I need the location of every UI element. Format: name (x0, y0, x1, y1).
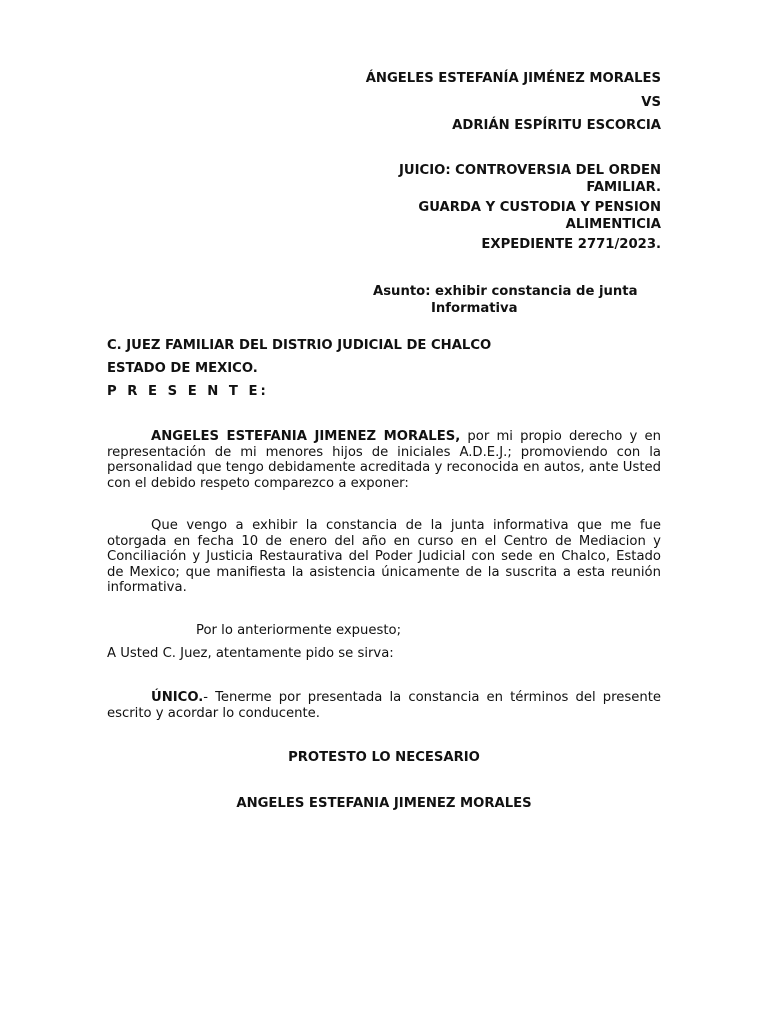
paragraph-intro-text: por mi propio derecho y en representación de mi menores hijos de iniciales A.D.E.J.; promoviendo con la personalidad que tengo debidamente acreditada y reconocida en autos, ante Usted con el debido respeto comparezco a exponer: (107, 429, 661, 491)
unico-text: - Tenerme por presentada la constancia en términos del presente escrito y acordar lo conducente. (107, 690, 661, 721)
addressee-line-2: ESTADO DE MEXICO. (107, 361, 258, 376)
asunto-block (373, 283, 663, 317)
protesto-line: PROTESTO LO NECESARIO (288, 750, 480, 765)
guarda-line-2: ALIMENTICIA (565, 217, 661, 232)
asunto-line-1: Asunto: exhibir constancia de junta (373, 284, 638, 299)
juicio-line-2: FAMILIAR. (586, 180, 661, 195)
asunto-line-2: Informativa (431, 301, 518, 316)
promovente-name: ANGELES ESTEFANIA JIMENEZ MORALES, (151, 429, 461, 444)
expediente-number: EXPEDIENTE 2771/2023. (481, 237, 661, 252)
paragraph-expuesto: Por lo anteriormente expuesto; (196, 623, 402, 638)
addressee-line-1: C. JUEZ FAMILIAR DEL DISTRIO JUDICIAL DE CHALCO (107, 338, 492, 353)
guarda-line-1: GUARDA Y CUSTODIA Y PENSION (418, 200, 661, 215)
actor-name: ÁNGELES ESTEFANÍA JIMÉNEZ MORALES (365, 71, 661, 86)
versus-label: VS (641, 95, 661, 110)
paragraph-petition: A Usted C. Juez, atentamente pido se sirva: (107, 646, 394, 661)
juicio-line-1: JUICIO: CONTROVERSIA DEL ORDEN (399, 163, 661, 178)
guarda-custodia (418, 199, 661, 233)
unico-label: ÚNICO. (151, 690, 204, 705)
paragraph-unico (107, 690, 661, 721)
signature-name: ANGELES ESTEFANIA JIMENEZ MORALES (236, 796, 532, 811)
defendant-name: ADRIÁN ESPÍRITU ESCORCIA (452, 118, 661, 133)
presente-label: P R E S E N T E: (107, 384, 269, 399)
paragraph-exhibit: Que vengo a exhibir la constancia de la junta informativa que me fue otorgada en fecha 10 de enero del año en curso en el Centro de Mediacion y Conciliación y Justicia Restaurativa del Poder Judicial con sede en Chalco, Estado de Mexico; que manifiesta la asistencia únicamente de la suscrita a esta reunión informativa. (107, 518, 661, 595)
paragraph-intro (107, 429, 661, 491)
juicio-type (399, 162, 661, 196)
